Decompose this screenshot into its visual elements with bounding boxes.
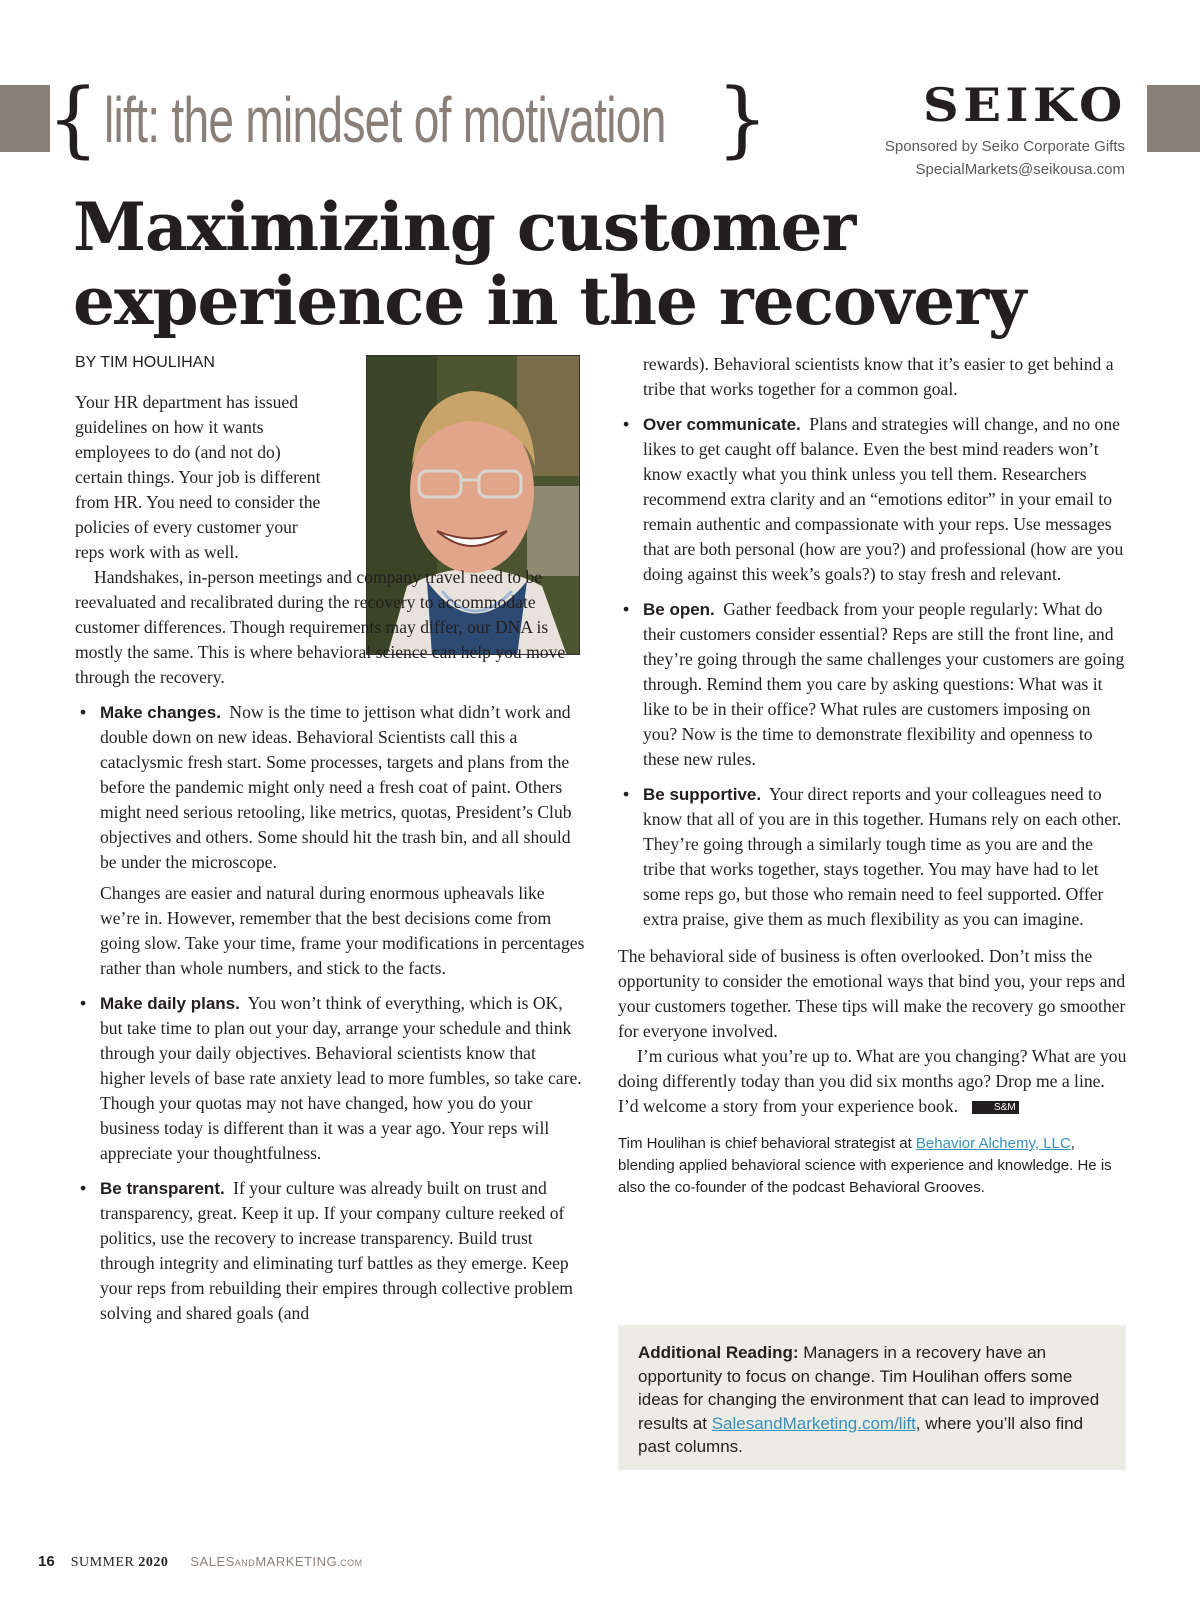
bio-text-end: , blending applied behavioral science with experience and knowledge. He is also the co-founder of the podcast Behavioral Grooves. — [618, 1135, 1112, 1196]
tip-lead: Make changes. — [100, 703, 221, 722]
tip-text: Gather feedback from your people regularly: What do their customers consider essential? Reps are still the front line, and they’re going through the same challenges your customers are going through. Remind them you care by asking questions: What was it like to be in their office? What rules are customers imposing on you? Now is the time to demonstrate flexibility and openness to these new rules. — [643, 599, 1125, 769]
salesandmarketing-lift-link[interactable]: SalesandMarketing.com/lift — [711, 1413, 916, 1433]
bio-text: Tim Houlihan is chief behavioral strategist at — [618, 1135, 916, 1152]
tips-list-left — [75, 700, 585, 1326]
closing-paragraph-2-text: I’m curious what you’re up to. What are you changing? What are you doing differently today than you did six months ago? Drop me a line. I’d welcome a story from your experience book. — [618, 1046, 1127, 1116]
end-mark-icon: S&M — [972, 1101, 1019, 1114]
tip-text: Your direct reports and your colleagues need to know that all of you are in this together. Humans rely on each other. They’re going through a similarly tough time as you are and the tribe that works together, stays together. You may have had to let some reps go, but those who remain need to feel supported. Offer extra praise, give them as much flexibility as you can imagine. — [643, 784, 1122, 929]
left-brace-icon: { — [47, 72, 99, 167]
tip-text: Plans and strategies will change, and no one likes to get caught off balance. Even the best mind readers won’t know exactly what you think unless you tell them. Researchers recommend extra clarity and an “emotions editor” in your email to remain authentic and compassionate with your reps. Use messages that are both personal (how are you?) and professional (how are you doing against this week’s goals?) to stay fresh and relevant. — [643, 414, 1124, 584]
closing-paragraph-2 — [618, 1044, 1128, 1119]
continuation-paragraph: rewards). Behavioral scientists know that it’s easier to get behind a tribe that works together for a common goal. — [643, 354, 1114, 399]
intro-paragraph-2-text: Handshakes, in-person meetings and company travel need to be reevaluated and recalibrated during the recovery to accommodate customer differences. Though requirements may differ, our DNA is mostly the same. This is where behavioral science can help you move through the recovery. — [75, 567, 566, 687]
page-footer — [38, 1553, 363, 1571]
tip-item — [618, 782, 1128, 932]
tip-text: If your culture was already built on trust and transparency, great. Keep it up. If your company culture reeked of politics, use the recovery to increase transparency. Build trust through integrity and eliminating turf battles as they emerge. Keep your reps from rebuilding their empires through collective problem solving and shared goals (and — [100, 1178, 573, 1323]
intro-paragraph: Your HR department has issued guidelines on how it wants employees to do (and not do) certain things. Your job is different from HR. You need to consider the policies of every customer your reps work with as well. — [75, 392, 321, 562]
right-brace-icon: } — [716, 72, 768, 167]
column-title-text: lift: the mindset of motivation — [104, 84, 666, 156]
site-com: .COM — [337, 1558, 363, 1568]
article-headline: Maximizing customer experience in the recovery — [73, 188, 1026, 340]
tip-item — [75, 991, 585, 1166]
site-marketing: MARKETING — [255, 1554, 338, 1569]
additional-reading-text: Managers in a recovery have an opportunity to focus on change. Tim Houlihan offers some ideas for changing the environment that can lead to improved results at — [638, 1343, 1100, 1433]
tip-item — [618, 597, 1128, 772]
header-accent-bar-left — [0, 85, 50, 152]
sponsor-line: Sponsored by Seiko Corporate Gifts — [884, 138, 1125, 155]
closing-paragraph: The behavioral side of business is often overlooked. Don’t miss the opportunity to consider the emotional ways that bind you, your reps and your customers together. These tips will make the recovery go smoother for everyone involved. — [618, 946, 1126, 1041]
additional-reading-label: Additional Reading: — [638, 1343, 799, 1362]
article-column-right — [618, 352, 1128, 1199]
tip-item — [75, 700, 585, 981]
site-and: AND — [234, 1558, 256, 1568]
tip-lead: Be open. — [643, 600, 715, 619]
site-sales: SALES — [190, 1554, 235, 1569]
tip-lead: Make daily plans. — [100, 994, 240, 1013]
page-number: 16 — [38, 1553, 55, 1570]
tip-item — [618, 412, 1128, 587]
issue-season: SUMMER — [70, 1555, 135, 1570]
additional-reading-box — [618, 1325, 1126, 1470]
seiko-logo: SEIKO — [923, 78, 1127, 132]
additional-reading-text-end: , where you’ll also find past columns. — [638, 1413, 1084, 1456]
tip-extra-paragraph: Changes are easier and natural during enormous upheavals like we’re in. However, remember that the best decisions come from going slow. Take your time, frame your modifications in percentages rather than whole numbers, and stick to the facts. — [100, 883, 585, 978]
tip-text: Now is the time to jettison what didn’t work and double down on new ideas. Behavioral Scientists call this a cataclysmic fresh start. Some processes, targets and plans from the before the pandemic might only need a fresh coat of paint. Others might need serious retooling, like metrics, quotas, President’s Club objectives and others. Some should hit the trash bin, and all should be under the microscope. — [100, 702, 572, 872]
byline: BY TIM HOULIHAN — [75, 354, 215, 371]
tip-lead: Be transparent. — [100, 1179, 225, 1198]
site-name — [190, 1554, 362, 1569]
intro-paragraph-2 — [75, 565, 585, 690]
issue-year: 2020 — [138, 1555, 169, 1570]
tip-lead: Over communicate. — [643, 415, 801, 434]
author-bio — [618, 1133, 1128, 1199]
sponsor-email: SpecialMarkets@seikousa.com — [915, 161, 1125, 178]
column-title — [47, 72, 768, 167]
tip-item — [75, 1176, 585, 1326]
header-accent-bar-right — [1147, 85, 1200, 152]
tip-lead: Be supportive. — [643, 785, 762, 804]
tips-list-right — [618, 412, 1128, 932]
tip-text: You won’t think of everything, which is OK, but take time to plan out your day, arrange your schedule and think through your daily objectives. Behavioral scientists know that higher levels of base rate anxiety lead to more fumbles, so take care. Though your quotas may not have changed, how you do your business today is different than it was a year ago. Your reps will appreciate your thoughtfulness. — [100, 993, 582, 1163]
issue-label — [71, 1555, 169, 1571]
article-column-left — [75, 390, 585, 1326]
behavior-alchemy-link[interactable]: Behavior Alchemy, LLC — [915, 1135, 1071, 1152]
